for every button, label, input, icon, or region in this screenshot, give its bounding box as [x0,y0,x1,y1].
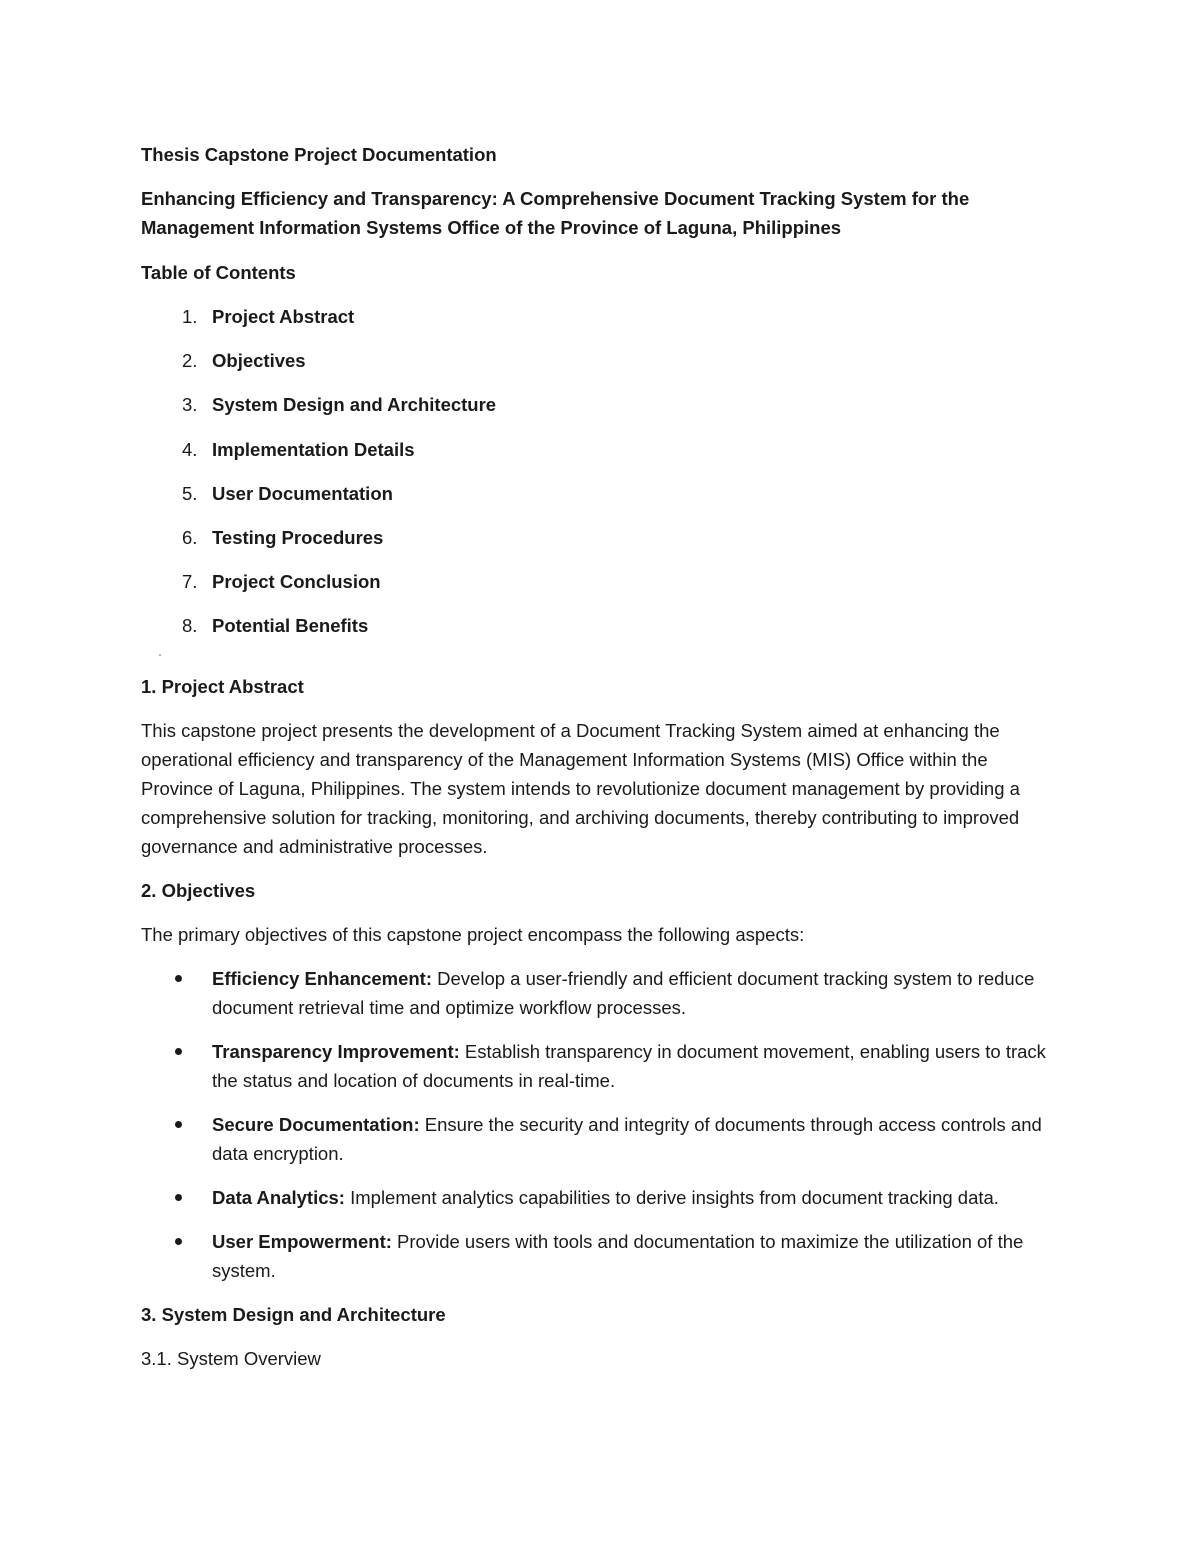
toc-item-label: User Documentation [212,482,393,504]
toc-item-number: 7. [182,571,198,593]
list-item [141,964,1061,1022]
toc-item-label: Project Abstract [212,306,355,327]
list-item [141,1037,1061,1095]
objectives-list [141,964,1061,1285]
bullet-text: Establish transparency in document movement, enabling users to track the status and location of documents in real-time. [212,1040,1046,1091]
bullet-icon [175,1238,182,1245]
dot-mark-icon [159,654,161,656]
toc-item [141,346,1061,375]
toc-item [141,479,1061,508]
toc-item-label: Implementation Details [212,438,415,460]
bullet-text: Implement analytics capabilities to derive insights from document tracking data. [344,1186,999,1208]
section-heading-abstract: 1. Project Abstract [141,675,304,697]
toc-item [141,435,1061,464]
objectives-intro: The primary objectives of this capstone project encompass the following aspects: [141,923,805,945]
toc-item [141,523,1061,552]
document-title: Thesis Capstone Project Documentation [141,144,497,165]
section-heading-system-design: 3. System Design and Architecture [141,1303,446,1325]
empty-paragraph-marker [141,656,1061,664]
abstract-paragraph: This capstone project presents the development of a Document Tracking System aimed at enhancing the operational efficiency and transparency of the Management Information Systems (MIS) Office within the Province of Laguna, Philippines. The system intends to revolutionize document management by providing a comprehensive solution for tracking, monitoring, and archiving documents, thereby contributing to improved governance and administrative processes. [141,719,1020,857]
list-item [141,1227,1061,1285]
bullet-term: User Empowerment: [212,1230,392,1252]
bullet-term: Secure Documentation: [212,1113,420,1135]
bullet-text: Provide users with tools and documentation to maximize the utilization of the system. [212,1230,1024,1281]
toc-item-number: 1. [182,306,198,327]
list-item [141,1183,1061,1212]
bullet-icon [175,1121,182,1128]
toc-item-label: System Design and Architecture [212,394,497,416]
document-content [141,140,1061,1373]
table-of-contents [141,302,1061,640]
section-heading-objectives: 2. Objectives [141,879,256,901]
toc-item-number: 2. [182,350,198,372]
list-item [141,1110,1061,1168]
toc-item [141,390,1061,419]
toc-item-number: 3. [182,394,198,416]
toc-item [141,611,1061,640]
document-subtitle: Enhancing Efficiency and Transparency: A Comprehensive Document Tracking System for the Management Information Systems Office of the Province of Laguna, Philippines [141,188,970,238]
toc-item-label: Potential Benefits [212,615,369,637]
toc-item-number: 4. [182,438,198,460]
toc-item-label: Objectives [212,350,306,372]
toc-heading: Table of Contents [141,262,296,283]
toc-item-number: 6. [182,526,198,548]
bullet-text: Ensure the security and integrity of documents through access controls and data encryption. [212,1113,1042,1164]
bullet-term: Efficiency Enhancement: [212,967,433,989]
bullet-text: Develop a user-friendly and efficient document tracking system to reduce document retrieval time and optimize workflow processes. [212,967,1035,1018]
toc-item [141,302,1061,331]
bullet-term: Transparency Improvement: [212,1040,460,1062]
toc-item [141,567,1061,596]
toc-item-label: Project Conclusion [212,571,381,593]
bullet-icon [175,1048,182,1055]
bullet-icon [175,1194,182,1201]
bullet-icon [175,975,182,982]
toc-item-label: Testing Procedures [212,526,384,548]
toc-item-number: 8. [182,615,198,637]
subsection-heading-overview: 3.1. System Overview [141,1347,321,1369]
bullet-term: Data Analytics: [212,1186,345,1208]
toc-item-number: 5. [182,482,198,504]
